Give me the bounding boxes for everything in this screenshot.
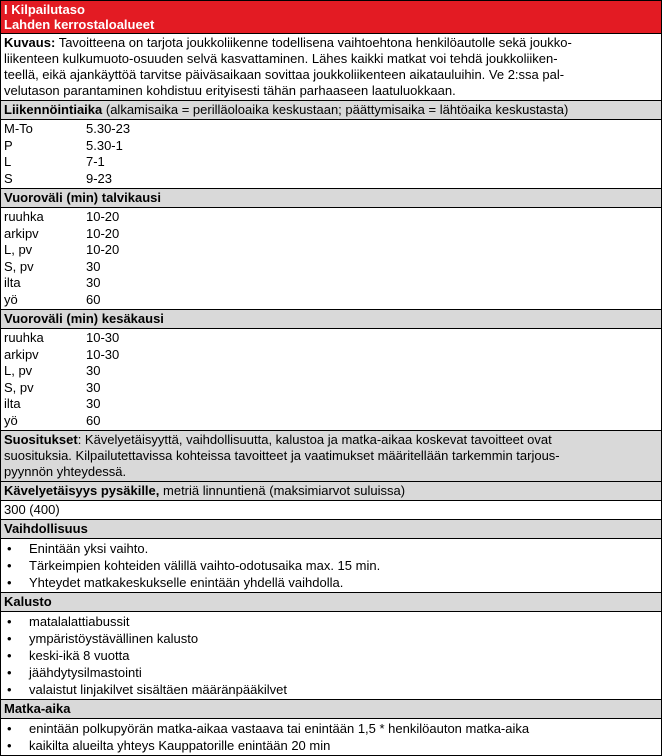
list-item: • kaikilta alueilta yhteys Kauppatorille enintään 20 min <box>4 737 658 754</box>
travel-time-header: Matka-aika <box>1 699 661 718</box>
winter-interval-header: Vuoroväli (min) talvikausi <box>1 188 661 207</box>
travel-time-list <box>4 720 658 754</box>
interval-row <box>4 380 119 397</box>
description-label: Kuvaus: <box>4 35 56 50</box>
walking-distance-label: Kävelyetäisyys pysäkille, <box>4 483 160 498</box>
recommendations-section <box>1 430 661 481</box>
period-cell: ruuhka <box>4 330 44 345</box>
period-cell: L, pv <box>4 242 33 257</box>
time-cell: 9-23 <box>86 170 113 186</box>
walking-distance-value: 300 (400) <box>1 500 661 519</box>
operating-hours-note: (alkamisaika = perilläoloaika keskustaan; päättymisaika = lähtöaika keskustasta) <box>105 102 569 117</box>
operating-hours-row <box>4 138 130 155</box>
period-cell: ilta <box>4 396 21 411</box>
transfers-list-box <box>1 538 661 592</box>
interval-row <box>4 347 119 364</box>
time-cell: 7-1 <box>86 154 105 169</box>
value-cell: 10-30 <box>86 330 120 345</box>
day-cell: M-To <box>4 121 33 136</box>
period-cell: arkipv <box>4 225 39 241</box>
recommendations-label: Suositukset <box>4 432 78 447</box>
area-title: Lahden kerrostaloalueet <box>4 17 155 32</box>
value-cell: 30 <box>86 396 101 411</box>
value-cell: 60 <box>86 291 101 307</box>
time-cell: 5.30-1 <box>86 137 123 153</box>
description-line-4: velutason parantaminen kohdistuu erityisesti tähän parhaaseen laatuluokkaan. <box>4 83 456 98</box>
description-section <box>1 33 661 100</box>
period-cell: S, pv <box>4 379 34 395</box>
interval-row <box>4 259 119 276</box>
value-cell: 30 <box>86 275 101 290</box>
fleet-list <box>4 613 658 698</box>
interval-row <box>4 209 119 226</box>
recommendations-line-1: : Kävelyetäisyyttä, vaihdollisuutta, kalustoa ja matka-aikaa koskevat tavoitteet ovat <box>77 432 552 447</box>
period-cell: S, pv <box>4 258 34 274</box>
interval-row <box>4 363 119 380</box>
value-cell: 60 <box>86 412 101 428</box>
list-item: • ympäristöystävällinen kalusto <box>4 630 658 647</box>
list-item: • enintään polkupyörän matka-aikaa vastaava tai enintään 1,5 * henkilöauton matka-aika <box>4 720 658 737</box>
operating-hours-row <box>4 154 130 171</box>
level-title: I Kilpailutaso <box>4 2 85 17</box>
walking-distance-note: metriä linnuntienä (maksimiarvot suluissa) <box>163 483 406 498</box>
list-item: • Tärkeimpien kohteiden välillä vaihto-odotusaika max. 15 min. <box>4 557 658 574</box>
operating-hours-row <box>4 171 130 188</box>
day-cell: L <box>4 154 12 169</box>
recommendations-line-2: suosituksia. Kilpailutettavissa kohteissa tavoitteet ja vaatimukset määritellään tarkemmin tarjous- <box>4 448 560 463</box>
interval-row <box>4 226 119 243</box>
interval-row <box>4 275 119 292</box>
list-item: • Yhteydet matkakeskukselle enintään yhdellä vaihdolla. <box>4 574 658 591</box>
list-item: • jäähdytysilmastointi <box>4 664 658 681</box>
walking-distance-header <box>1 481 661 500</box>
period-cell: yö <box>4 291 18 307</box>
value-cell: 10-20 <box>86 209 120 224</box>
summer-interval-header: Vuoroväli (min) kesäkausi <box>1 309 661 328</box>
title-band <box>1 1 661 33</box>
interval-row <box>4 292 119 309</box>
fleet-header: Kalusto <box>1 592 661 611</box>
summer-interval-rows <box>1 328 661 430</box>
value-cell: 10-20 <box>86 242 120 257</box>
interval-row <box>4 396 119 413</box>
period-cell: ruuhka <box>4 209 44 224</box>
value-cell: 30 <box>86 379 101 395</box>
operating-hours-row <box>4 121 130 138</box>
interval-row <box>4 330 119 347</box>
period-cell: ilta <box>4 275 21 290</box>
list-item: • matalalattiabussit <box>4 613 658 630</box>
value-cell: 30 <box>86 363 101 378</box>
transfers-header: Vaihdollisuus <box>1 519 661 538</box>
winter-interval-rows <box>1 207 661 309</box>
operating-hours-rows <box>1 119 661 188</box>
value-cell: 10-20 <box>86 225 120 241</box>
list-item: • valaistut linjakilvet sisältäen määränpääkilvet <box>4 681 658 698</box>
recommendations-line-3: pyynnön yhteydessä. <box>4 464 127 479</box>
description-line-2: liikenteen kulkumuoto-osuuden selvä kasvattaminen. Lähes kaikki matkat voi tehdä joukkoliiken- <box>4 51 558 66</box>
period-cell: L, pv <box>4 363 33 378</box>
interval-row <box>4 413 119 430</box>
operating-hours-header <box>1 100 661 119</box>
period-cell: arkipv <box>4 346 39 362</box>
fleet-list-box <box>1 611 661 699</box>
transfers-list <box>4 540 658 591</box>
value-cell: 10-30 <box>86 346 120 362</box>
interval-row <box>4 242 119 259</box>
list-item: • Enintään yksi vaihto. <box>4 540 658 557</box>
value-cell: 30 <box>86 258 101 274</box>
description-line-3: teellä, eikä ajankäyttöä tarvitse päiväsaikaan sovittaa joukkoliikenteen aikatauluihin. Ve 2:ssa pal- <box>4 67 565 82</box>
day-cell: S <box>4 170 13 186</box>
day-cell: P <box>4 137 13 153</box>
operating-hours-label: Liikennöintiaika <box>4 102 103 117</box>
period-cell: yö <box>4 412 18 428</box>
description-line-1: Tavoitteena on tarjota joukkoliikenne todellisena vaihtoehtona henkilöautolle sekä joukko- <box>58 35 572 50</box>
travel-time-list-box <box>1 718 661 755</box>
list-item: • keski-ikä 8 vuotta <box>4 647 658 664</box>
time-cell: 5.30-23 <box>86 121 131 136</box>
